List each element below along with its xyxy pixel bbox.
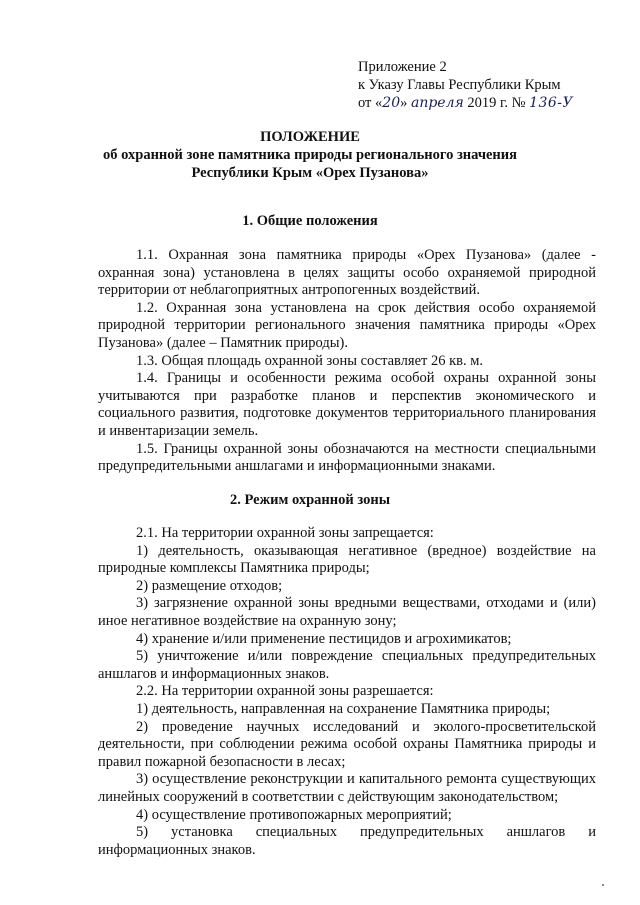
list-prohibited-4: 4) хранение и/или применение пестицидов и агрохимикатов;: [136, 630, 512, 647]
section-2-heading: 2. Режим охранной зоны: [229, 492, 391, 508]
list-allowed-3: 3) осуществление реконструкции и капитального ремонта существующих линейных сооружений в соответствии с действующим законодательством;: [98, 771, 596, 805]
handwritten-day: 20: [382, 95, 401, 111]
section-1-heading: 1. Общие положения: [242, 213, 378, 229]
appendix-line-1: Приложение 2: [358, 59, 447, 75]
appendix-line-2: к Указу Главы Республики Крым: [358, 77, 561, 93]
paragraph-1-3: 1.3. Общая площадь охранной зоны составляет 26 кв. м.: [136, 352, 484, 369]
appendix-line-3: [358, 94, 573, 112]
handwritten-number: 136-У: [529, 95, 574, 111]
list-prohibited-5: 5) уничтожение и/или повреждение специальных предупредительных аншлагов и информационных знаков.: [98, 648, 596, 682]
date-prefix: от «: [358, 95, 383, 111]
list-prohibited-2: 2) размещение отходов;: [136, 577, 283, 594]
title-subtitle-1: об охранной зоне памятника природы регионального значения: [103, 147, 517, 163]
paragraph-2-1: 2.1. На территории охранной зоны запрещается:: [136, 525, 434, 541]
section-2-body: [98, 525, 596, 859]
title-heading: ПОЛОЖЕНИЕ: [260, 129, 360, 145]
paragraph-1-2: 1.2. Охранная зона установлена на срок действия особо охраняемой природной территории регионального значения памятника природы «Орех Пузанова» (далее – Памятник природы).: [98, 299, 596, 351]
paragraph-2-2: 2.2. На территории охранной зоны разрешается:: [136, 683, 434, 700]
paragraph-1-1: 1.1. Охранная зона памятника природы «Орех Пузанова» (далее - охранная зона) установлена в целях защиты особо охраняемой природной территории от неблагоприятных антропогенных воздействий.: [98, 247, 596, 299]
list-allowed-2: 2) проведение научных исследований и эколого-просветительской деятельности, при соблюдении режима особой охраны Памятника природы и правил пожарной безопасности в лесах;: [98, 718, 596, 770]
section-1-body: [98, 247, 596, 476]
list-allowed-5: 5) установка специальных предупредительных аншлагов и информационных знаков.: [98, 824, 596, 858]
paragraph-1-5: 1.5. Границы охранной зоны обозначаются на местности специальными предупредительными аншлагами и информационными знаками.: [98, 440, 596, 475]
list-allowed-1: 1) деятельность, направленная на сохранение Памятника природы;: [136, 700, 551, 717]
list-prohibited-3: 3) загрязнение охранной зоны вредными веществами, отходами и (или) иное негативное воздействие на охранную зону;: [98, 595, 596, 629]
date-year: 2019 г. №: [467, 95, 526, 111]
appendix-block: [358, 58, 573, 112]
paragraph-1-4: 1.4. Границы и особенности режима особой охраны охранной зоны учитываются при разработке планов и перспектив экономического и социального развития, подготовке документов территориального планирования и инвентаризации земель.: [98, 370, 596, 439]
title-subtitle-2: Республики Крым «Орех Пузанова»: [191, 165, 429, 181]
list-allowed-4: 4) осуществление противопожарных мероприятий;: [136, 806, 452, 823]
date-mid: »: [400, 95, 408, 111]
handwritten-month: апреля: [410, 95, 464, 111]
document-title: [100, 128, 520, 182]
page-speck: [602, 884, 604, 886]
list-prohibited-1: 1) деятельность, оказывающая негативное (вредное) воздействие на природные комплексы Памятника природы;: [98, 542, 596, 577]
